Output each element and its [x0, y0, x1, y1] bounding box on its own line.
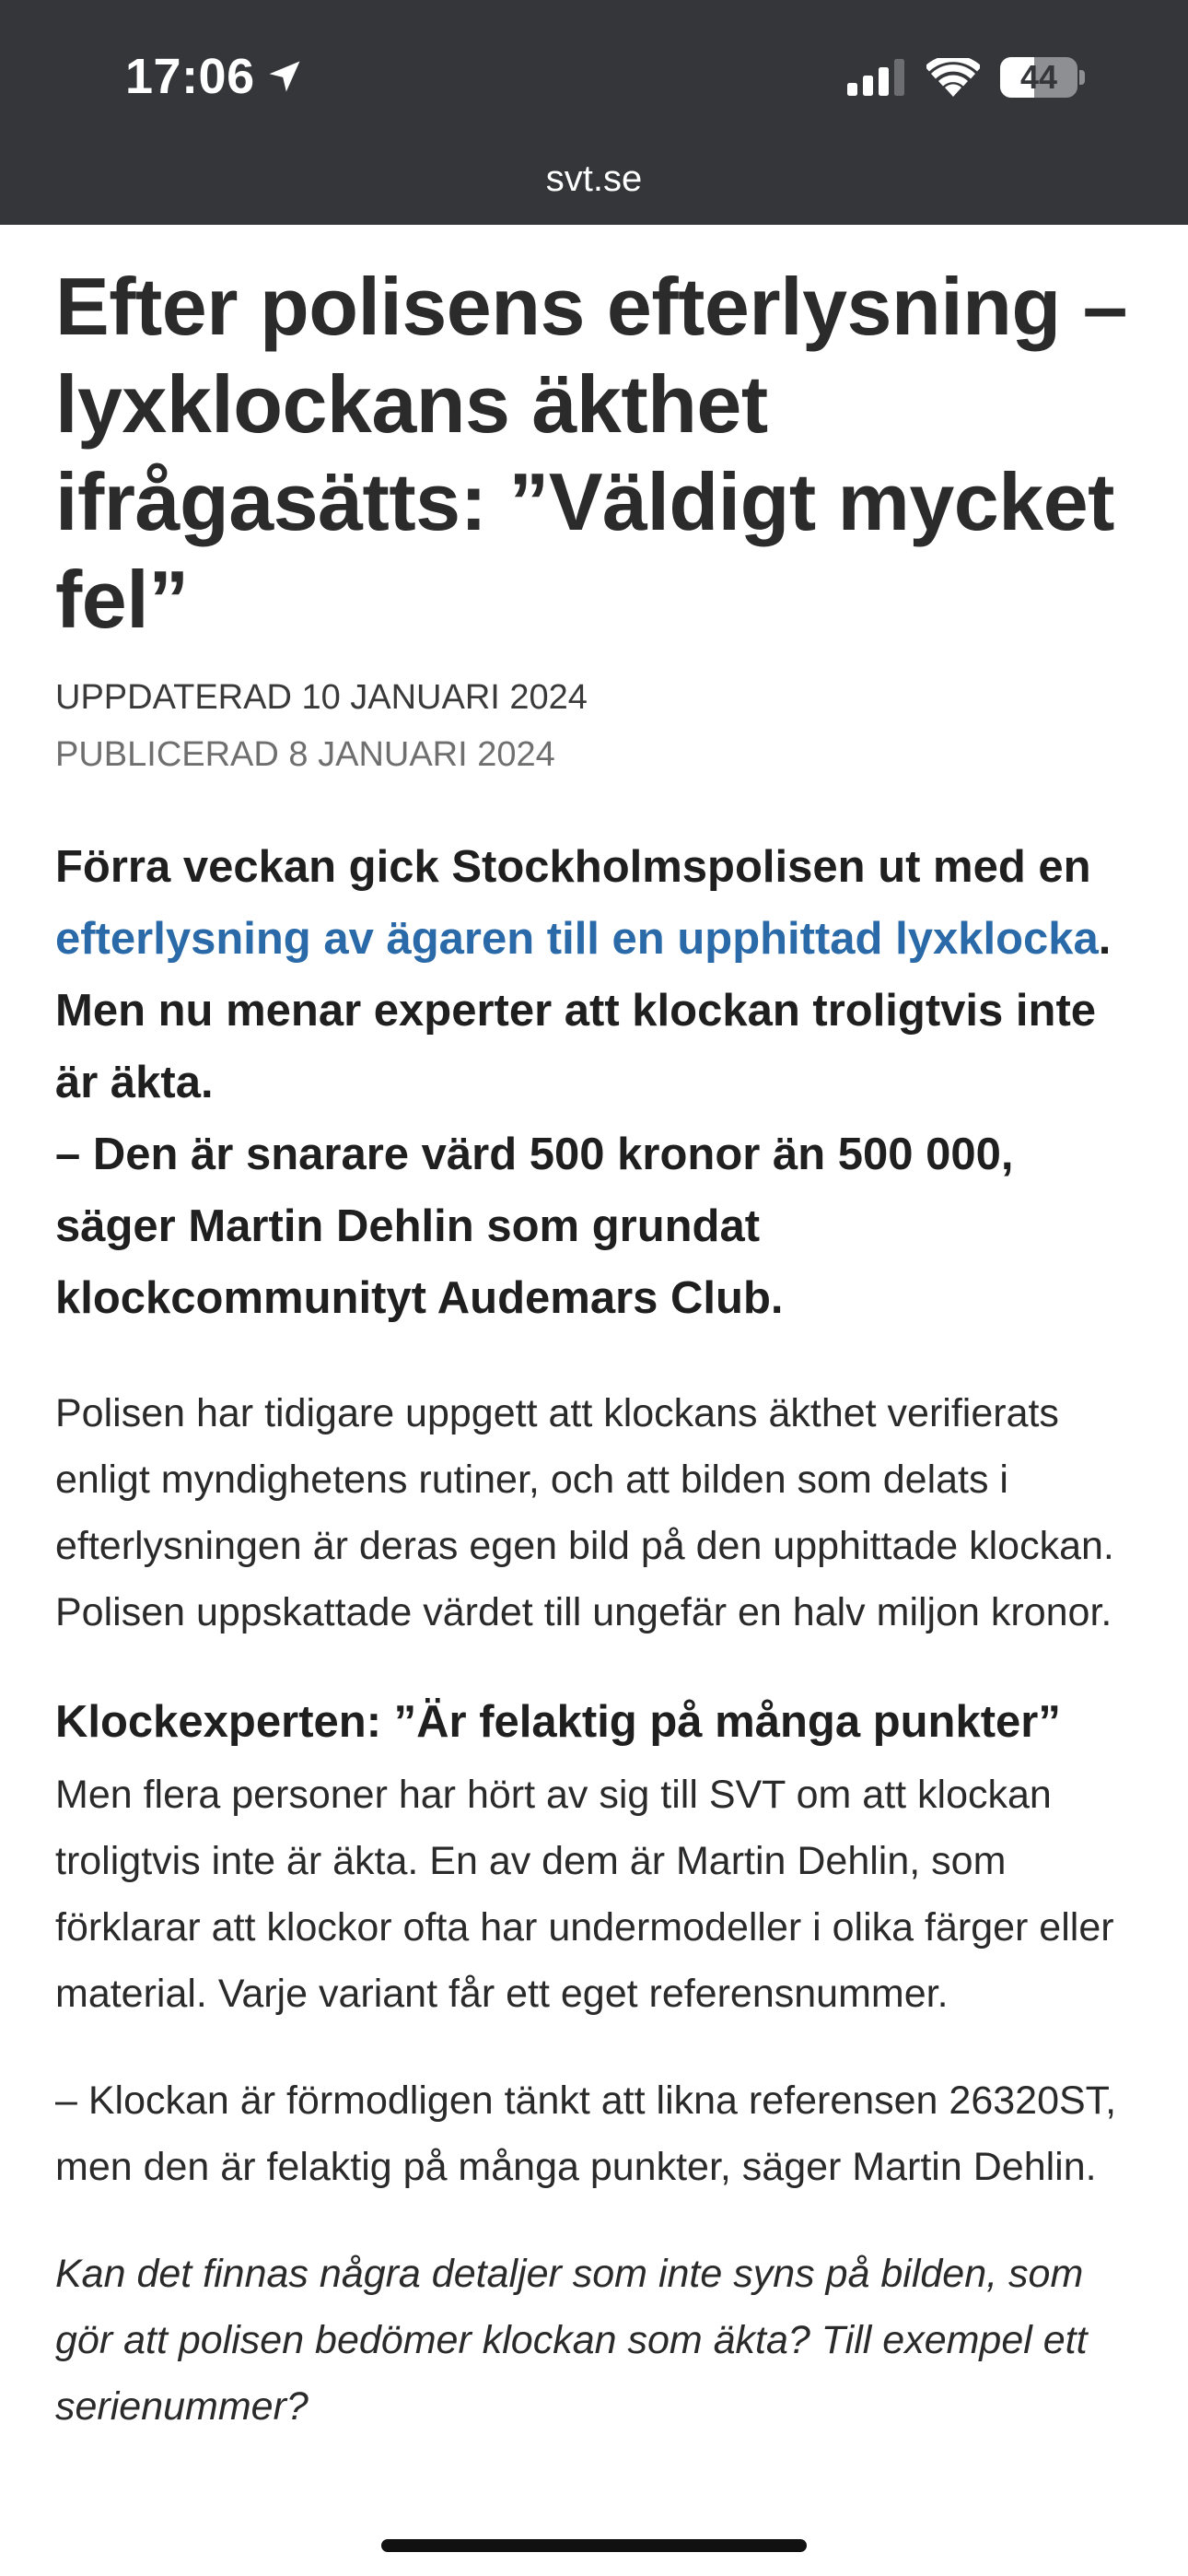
article-headline: Efter polisens efterlysning – lyxklockans äkthet ifrågasätts: ”Väldigt mycket fel” [55, 261, 1128, 645]
status-time-text: 17:06 [125, 49, 255, 104]
article-lead [55, 831, 1133, 1334]
lead-link[interactable]: efterlysning av ägaren till en upphittad lyxklocka [55, 914, 1099, 964]
body-paragraph: Polisen har tidigare uppgett att klockans äkthet verifierats enligt myndighetens rutiner, och att bilden som delats i efterlysningen är deras egen bild på den upphittade klockan. Polisen uppskattade värdet till ungefär en halv miljon kronor. [55, 1391, 1114, 1634]
address-bar-url[interactable]: svt.se [545, 158, 643, 199]
cellular-signal-icon [847, 59, 906, 96]
italic-question-paragraph: Kan det finnas några detaljer som inte syns på bilden, som gör att polisen bedömer klockan som äkta? Till exempel ett serienummer? [55, 2252, 1088, 2429]
lead-quote: – Den är snarare värd 500 kronor än 500 000, säger Martin Dehlin som grundat klockcommunityt Audemars Club. [55, 1130, 1014, 1323]
body-paragraph: – Klockan är förmodligen tänkt att likna referensen 26320ST, men den är felaktig på många punkter, säger Martin Dehlin. [55, 2078, 1117, 2189]
battery-percent: 44 [1019, 58, 1058, 96]
status-time [125, 48, 305, 105]
status-icons [847, 57, 1085, 98]
lead-text-start: Förra veckan gick Stockholmspolisen ut med en [55, 842, 1091, 892]
updated-date: UPPDATERAD 10 JANUARI 2024 [55, 678, 588, 717]
status-bar [0, 0, 1188, 225]
section-subheading: Klockexperten: ”Är felaktig på många punkter” [55, 1697, 1061, 1747]
battery-icon [1000, 57, 1085, 98]
wifi-icon [926, 58, 980, 97]
article-dates [55, 669, 1133, 783]
lead-text-end: . Men nu menar experter att klockan troligtvis inte är äkta. [55, 914, 1112, 1107]
body-paragraph: Men flera personer har hört av sig till SVT om att klockan troligtvis inte är äkta. En av dem är Martin Dehlin, som förklarar att klockor ofta har undermodeller i olika färger eller material. Varje variant får ett eget referensnummer. [55, 1773, 1114, 2016]
published-date: PUBLICERAD 8 JANUARI 2024 [55, 735, 555, 774]
article [55, 258, 1133, 2440]
battery-body [1000, 57, 1077, 98]
location-arrow-icon [264, 56, 305, 97]
battery-cap [1079, 70, 1085, 85]
home-indicator[interactable] [381, 2539, 807, 2552]
